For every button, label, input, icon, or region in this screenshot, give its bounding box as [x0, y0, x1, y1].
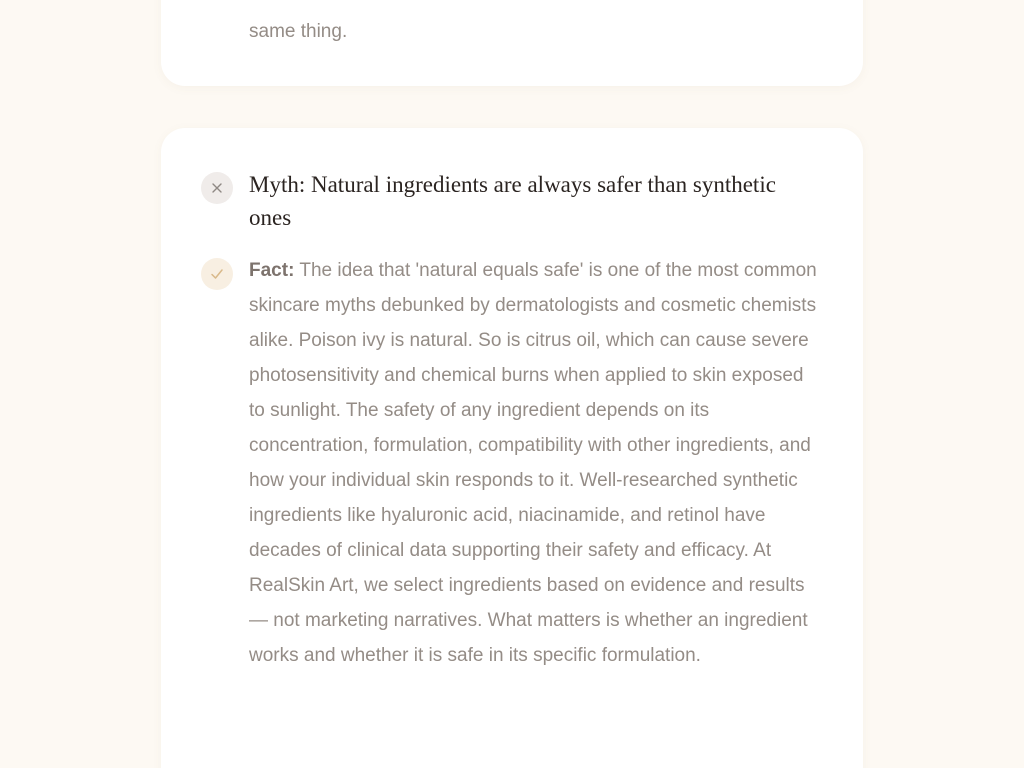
check-icon — [201, 258, 233, 290]
fact-label: Fact: — [249, 260, 295, 281]
fact-body: The idea that 'natural equals safe' is one of the most common skincare myths debunked by dermatologists and cosmetic chemists alike. Poison ivy is natural. So is citrus oil, which can cause severe photosensitivity and chemical burns when applied to skin exposed to sunlight. The safety of any ingredient depends on its concentration, formulation, compatibility with other ingredients, and how your individual skin responds to it. Well-researched synthetic ingredients like hyaluronic acid, niacinamide, and retinol have decades of clinical data supporting their safety and efficacy. At RealSkin Art, we select ingredients based on evidence and results — not marketing narratives. What matters is whether an ingredient works and whether it is safe in its specific formulation. — [249, 260, 817, 666]
myth-heading: Myth: Natural ingredients are always safer than synthetic ones — [249, 172, 776, 230]
myth-row — [201, 168, 823, 234]
fact-text — [249, 253, 823, 673]
myth-card — [161, 128, 863, 768]
fact-row — [201, 253, 823, 673]
myth-card-previous — [161, 0, 863, 86]
fact-text: same thing. — [249, 21, 348, 42]
close-icon — [201, 172, 233, 204]
